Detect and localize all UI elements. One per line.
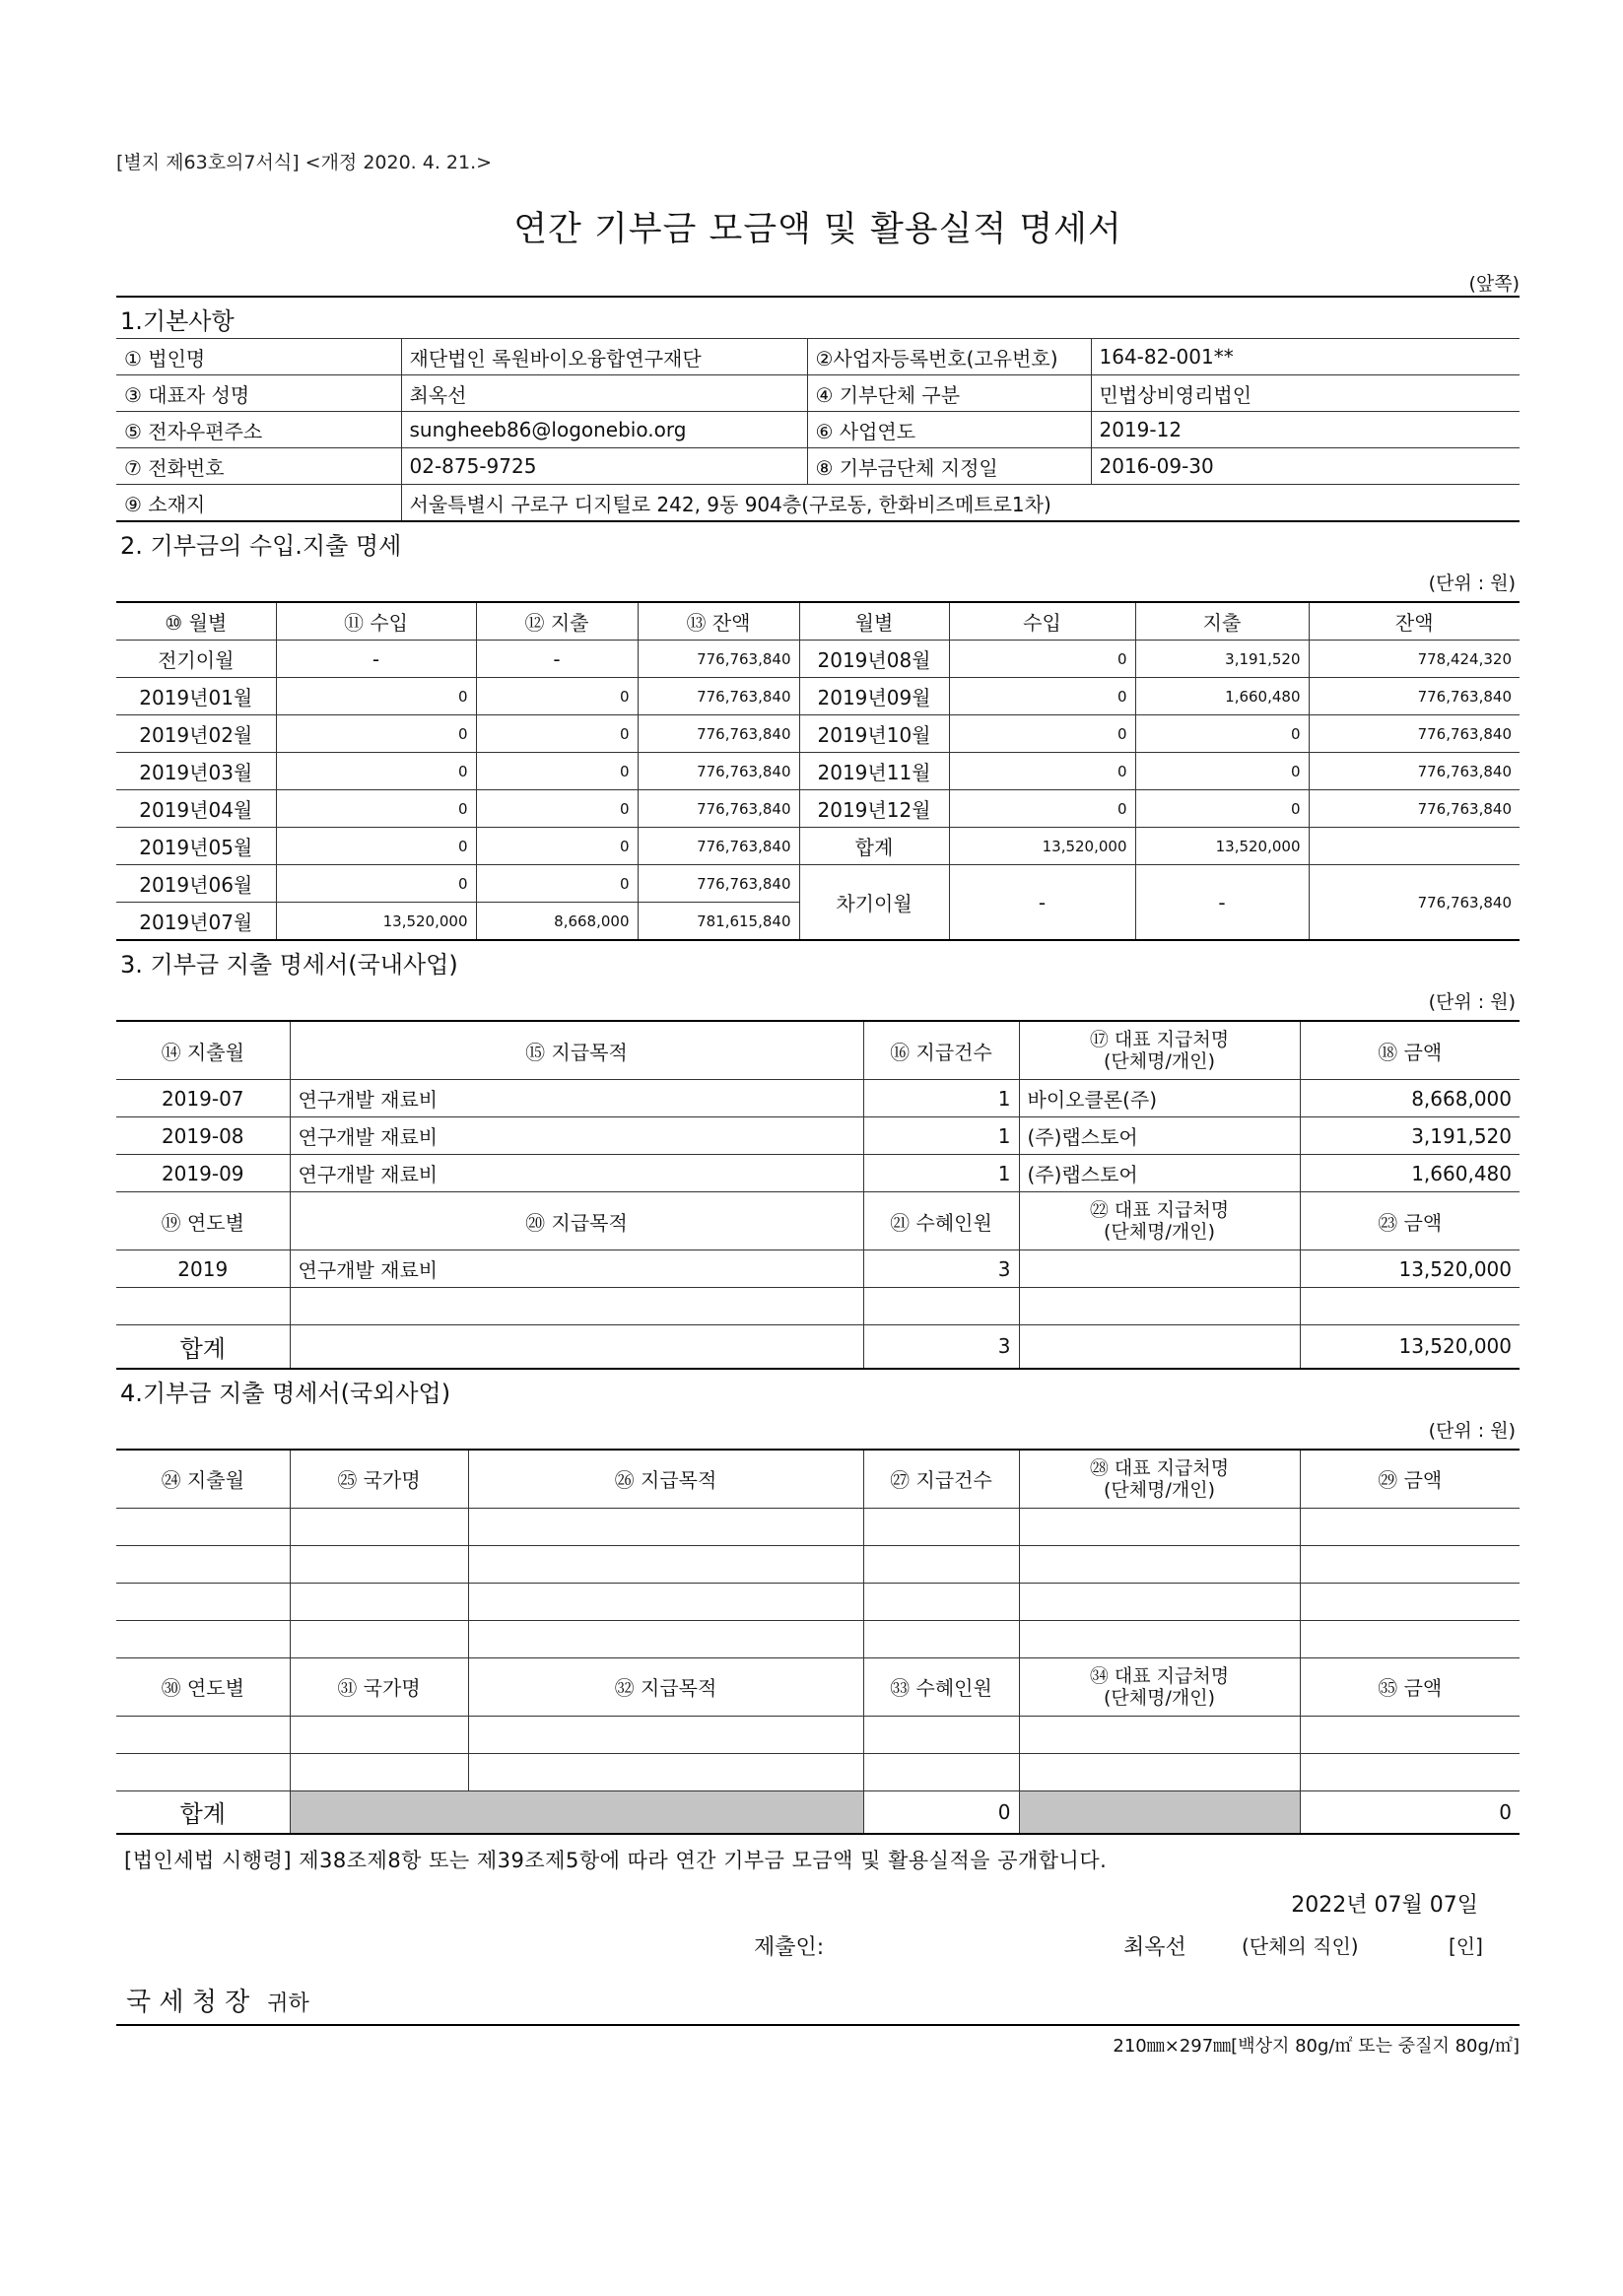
- income-expense-table: [116, 601, 1520, 941]
- cell: 776,763,840: [638, 790, 799, 828]
- col-recipient: [1019, 1450, 1300, 1509]
- table-row-empty: [116, 1545, 1520, 1583]
- cell: 776,763,840: [638, 865, 799, 903]
- table-row-empty: [116, 1716, 1520, 1753]
- col-beneficiaries: ㉑ 수혜인원: [863, 1192, 1019, 1250]
- cell: 781,615,840: [638, 903, 799, 941]
- cell: 0: [949, 753, 1135, 790]
- section-4-heading: 4.기부금 지출 명세서(국외사업): [120, 1379, 451, 1407]
- table-row-empty: [116, 1620, 1520, 1657]
- value-representative: 최옥선: [401, 375, 807, 412]
- table-row-empty: [116, 1288, 1520, 1325]
- cell: 1,660,480: [1135, 678, 1309, 715]
- label-email: ⑤ 전자우편주소: [116, 412, 401, 448]
- table-header-row: [116, 1021, 1520, 1080]
- col-expense-month: ㉔ 지출월: [116, 1450, 290, 1509]
- cell: (주)랩스토어: [1019, 1155, 1300, 1192]
- unit-label: (단위 : 원): [1428, 1419, 1516, 1442]
- table-row: [116, 1155, 1520, 1192]
- table-header-row: [116, 1450, 1520, 1509]
- cell: [1019, 1325, 1300, 1369]
- col-purpose: ⑳ 지급목적: [290, 1192, 863, 1250]
- cell: 2019-07: [116, 1080, 290, 1117]
- label-designation-date: ⑧ 기부금단체 지정일: [807, 448, 1091, 485]
- header-line: (단체명/개인): [1104, 1050, 1215, 1072]
- cell: 776,763,840: [1309, 678, 1520, 715]
- value-phone: 02-875-9725: [401, 448, 807, 485]
- overseas-expense-table: [116, 1449, 1520, 1836]
- cell: 연구개발 재료비: [290, 1080, 863, 1117]
- cell: [116, 1288, 290, 1325]
- table-row: [116, 1117, 1520, 1155]
- cell: 8,668,000: [476, 903, 638, 941]
- legal-notice: [법인세법 시행령] 제38조제8항 또는 제39조제5항에 따라 연간 기부금 모금액 및 활용실적을 공개합니다.: [124, 1849, 1108, 1872]
- cell: 2019년03월: [116, 753, 276, 790]
- table-row: [116, 678, 1520, 715]
- col-purpose: ㉜ 지급목적: [468, 1657, 863, 1716]
- col-purpose: ⑮ 지급목적: [290, 1021, 863, 1080]
- cell: -: [476, 641, 638, 678]
- table-row: [116, 753, 1520, 790]
- value-business-number: 164-82-001**: [1091, 339, 1520, 375]
- cell: 0: [949, 790, 1135, 828]
- total-row: [116, 1790, 1520, 1834]
- col-recipient: [1019, 1657, 1300, 1716]
- cell: 0: [476, 678, 638, 715]
- info-row: [116, 375, 1520, 412]
- cell: 0: [276, 790, 476, 828]
- cell: 0: [949, 715, 1135, 753]
- cell: 3: [863, 1250, 1019, 1288]
- col-year: ⑲ 연도별: [116, 1192, 290, 1250]
- table-row: [116, 790, 1520, 828]
- unit-label: (단위 : 원): [1428, 573, 1516, 594]
- header-line: ⑰ 대표 지급처명: [1089, 1029, 1230, 1050]
- cell: 2019년02월: [116, 715, 276, 753]
- col-recipient: [1019, 1192, 1300, 1250]
- cell: 0: [476, 790, 638, 828]
- table-row-empty: [116, 1753, 1520, 1790]
- cell: 연구개발 재료비: [290, 1250, 863, 1288]
- info-row: [116, 339, 1520, 375]
- info-row: [116, 448, 1520, 485]
- value-designation-date: 2016-09-30: [1091, 448, 1520, 485]
- table-row: [116, 715, 1520, 753]
- cell: 2019년04월: [116, 790, 276, 828]
- total-count: 3: [863, 1325, 1019, 1369]
- total-row: [116, 1325, 1520, 1369]
- col-amount: ㉙ 금액: [1300, 1450, 1520, 1509]
- seal-mark: [인]: [1449, 1934, 1483, 1958]
- label-phone: ⑦ 전화번호: [116, 448, 401, 485]
- col-country: ㉛ 국가명: [290, 1657, 468, 1716]
- carry-forward-label: 차기이월: [799, 865, 949, 941]
- header-line: ㉞ 대표 지급처명: [1089, 1664, 1230, 1687]
- cell: 2019년01월: [116, 678, 276, 715]
- submitter-label: 제출인:: [754, 1935, 825, 1960]
- section-1-heading: 1.기본사항: [120, 307, 235, 335]
- value-address: 서울특별시 구로구 디지털로 242, 9동 904층(구로동, 한화비즈메트로1차): [401, 485, 1520, 522]
- col-recipient: [1019, 1021, 1300, 1080]
- submitter-name: 최옥선: [1123, 1935, 1186, 1960]
- cell: [290, 1288, 863, 1325]
- label-corp-name: ① 법인명: [116, 339, 401, 375]
- col-balance: ⑬ 잔액: [638, 602, 799, 641]
- addressee-line: [116, 1962, 1520, 2026]
- document-title: 연간 기부금 모금액 및 활용실적 명세서: [513, 210, 1122, 249]
- header-line: (단체명/개인): [1104, 1686, 1215, 1709]
- cell: 2019년08월: [799, 641, 949, 678]
- section-3-heading: 3. 기부금 지출 명세서(국내사업): [120, 951, 458, 979]
- section-2-heading: 2. 기부금의 수입.지출 명세: [120, 532, 402, 560]
- cell: [863, 1288, 1019, 1325]
- cell: 776,763,840: [638, 753, 799, 790]
- cell: 776,763,840: [1309, 865, 1520, 941]
- total-amount: 0: [1300, 1790, 1520, 1834]
- col-beneficiaries: ㉝ 수혜인원: [863, 1657, 1019, 1716]
- label-business-number: ②사업자등록번호(고유번호): [807, 339, 1091, 375]
- col-balance-2: 잔액: [1309, 602, 1520, 641]
- col-amount: ⑱ 금액: [1300, 1021, 1520, 1080]
- cell: 2019년12월: [799, 790, 949, 828]
- cell: 1: [863, 1117, 1019, 1155]
- cell: 776,763,840: [638, 715, 799, 753]
- total-count: 0: [863, 1790, 1019, 1834]
- shaded-cell: [1019, 1790, 1300, 1834]
- table-row-empty: [116, 1583, 1520, 1620]
- cell: 776,763,840: [638, 678, 799, 715]
- label-org-type: ④ 기부단체 구분: [807, 375, 1091, 412]
- cell: (주)랩스토어: [1019, 1117, 1300, 1155]
- submitter-role: (단체의 직인): [1242, 1934, 1359, 1958]
- cell: 0: [476, 828, 638, 865]
- total-label: 합계: [116, 1325, 290, 1369]
- value-corp-name: 재단법인 록원바이오융합연구재단: [401, 339, 807, 375]
- col-expense: ⑫ 지출: [476, 602, 638, 641]
- cell: [1309, 828, 1520, 865]
- col-income-2: 수입: [949, 602, 1135, 641]
- col-expense-2: 지출: [1135, 602, 1309, 641]
- paper-spec: 210㎜×297㎜[백상지 80g/㎡ 또는 중질지 80g/㎡]: [1113, 2036, 1520, 2057]
- col-month-2: 월별: [799, 602, 949, 641]
- col-year: ㉚ 연도별: [116, 1657, 290, 1716]
- cell: 2019년11월: [799, 753, 949, 790]
- cell: 0: [1135, 715, 1309, 753]
- cell: 2019년05월: [116, 828, 276, 865]
- cell: 13,520,000: [949, 828, 1135, 865]
- cell: 2019: [116, 1250, 290, 1288]
- cell: 1: [863, 1080, 1019, 1117]
- table-row: [116, 828, 1520, 865]
- table-row: [116, 1080, 1520, 1117]
- total-amount: 13,520,000: [1300, 1325, 1520, 1369]
- cell: [1019, 1288, 1300, 1325]
- total-label: 합계: [116, 1790, 290, 1834]
- cell: 3,191,520: [1135, 641, 1309, 678]
- table-row: [116, 1250, 1520, 1288]
- table-header-row: [116, 1657, 1520, 1716]
- table-row-empty: [116, 1508, 1520, 1545]
- cell: 2019년07월: [116, 903, 276, 941]
- cell: 776,763,840: [1309, 753, 1520, 790]
- cell: [290, 1325, 863, 1369]
- cell: 0: [276, 828, 476, 865]
- label-fiscal-year: ⑥ 사업연도: [807, 412, 1091, 448]
- cell: 13,520,000: [1135, 828, 1309, 865]
- cell: 1: [863, 1155, 1019, 1192]
- total-label: 합계: [799, 828, 949, 865]
- col-income: ⑪ 수입: [276, 602, 476, 641]
- cell: 2019년10월: [799, 715, 949, 753]
- table-header-row: [116, 602, 1520, 641]
- cell: 776,763,840: [1309, 715, 1520, 753]
- cell: 8,668,000: [1300, 1080, 1520, 1117]
- cell: 0: [949, 678, 1135, 715]
- cell: 연구개발 재료비: [290, 1117, 863, 1155]
- value-email: sungheeb86@logonebio.org: [401, 412, 807, 448]
- basic-info-table: [116, 338, 1520, 522]
- side-label: (앞쪽): [1468, 273, 1520, 295]
- header-line: (단체명/개인): [1104, 1221, 1215, 1243]
- value-fiscal-year: 2019-12: [1091, 412, 1520, 448]
- col-amount: ㉓ 금액: [1300, 1192, 1520, 1250]
- cell: 0: [276, 678, 476, 715]
- submission-date: 2022년 07월 07일: [1291, 1893, 1478, 1918]
- col-purpose: ㉖ 지급목적: [468, 1450, 863, 1509]
- form-code: [별지 제63호의7서식] <개정 2020. 4. 21.>: [116, 152, 493, 173]
- col-expense-month: ⑭ 지출월: [116, 1021, 290, 1080]
- cell: 2019년09월: [799, 678, 949, 715]
- cell: 0: [276, 715, 476, 753]
- unit-label: (단위 : 원): [1428, 991, 1516, 1013]
- cell: 776,763,840: [638, 828, 799, 865]
- info-row: [116, 412, 1520, 448]
- cell: 13,520,000: [1300, 1250, 1520, 1288]
- header-line: ㉘ 대표 지급처명: [1089, 1456, 1230, 1479]
- cell: 0: [476, 865, 638, 903]
- cell: 0: [476, 753, 638, 790]
- cell: -: [276, 641, 476, 678]
- cell: -: [1135, 865, 1309, 941]
- cell: [1019, 1250, 1300, 1288]
- cell: 0: [949, 641, 1135, 678]
- shaded-cell: [290, 1790, 863, 1834]
- cell: 0: [276, 753, 476, 790]
- cell: 1,660,480: [1300, 1155, 1520, 1192]
- addressee-honorific: 귀하: [267, 1992, 309, 2016]
- cell: 776,763,840: [1309, 790, 1520, 828]
- cell: 전기이월: [116, 641, 276, 678]
- header-line: (단체명/개인): [1104, 1478, 1215, 1501]
- cell: 0: [476, 715, 638, 753]
- label-address: ⑨ 소재지: [116, 485, 401, 522]
- cell: [1300, 1288, 1520, 1325]
- col-month: ⑩ 월별: [116, 602, 276, 641]
- addressee: 국 세 청 장: [126, 1988, 250, 2017]
- info-row: [116, 485, 1520, 522]
- table-row: [116, 865, 1520, 903]
- col-amount: ㉟ 금액: [1300, 1657, 1520, 1716]
- label-representative: ③ 대표자 성명: [116, 375, 401, 412]
- form-page: [116, 148, 1520, 2058]
- cell: 2019-08: [116, 1117, 290, 1155]
- cell: -: [949, 865, 1135, 941]
- table-row: [116, 641, 1520, 678]
- cell: 0: [1135, 790, 1309, 828]
- cell: 2019-09: [116, 1155, 290, 1192]
- cell: 2019년06월: [116, 865, 276, 903]
- col-country: ㉕ 국가명: [290, 1450, 468, 1509]
- cell: 778,424,320: [1309, 641, 1520, 678]
- cell: 바이오클론(주): [1019, 1080, 1300, 1117]
- col-count: ⑯ 지급건수: [863, 1021, 1019, 1080]
- cell: 13,520,000: [276, 903, 476, 941]
- cell: 0: [1135, 753, 1309, 790]
- cell: 3,191,520: [1300, 1117, 1520, 1155]
- header-line: ㉒ 대표 지급처명: [1089, 1199, 1230, 1221]
- col-count: ㉗ 지급건수: [863, 1450, 1019, 1509]
- signature-line: [116, 1919, 1520, 1962]
- cell: 연구개발 재료비: [290, 1155, 863, 1192]
- table-header-row: [116, 1192, 1520, 1250]
- cell: 776,763,840: [638, 641, 799, 678]
- cell: 0: [276, 865, 476, 903]
- domestic-expense-table: [116, 1020, 1520, 1370]
- value-org-type: 민법상비영리법인: [1091, 375, 1520, 412]
